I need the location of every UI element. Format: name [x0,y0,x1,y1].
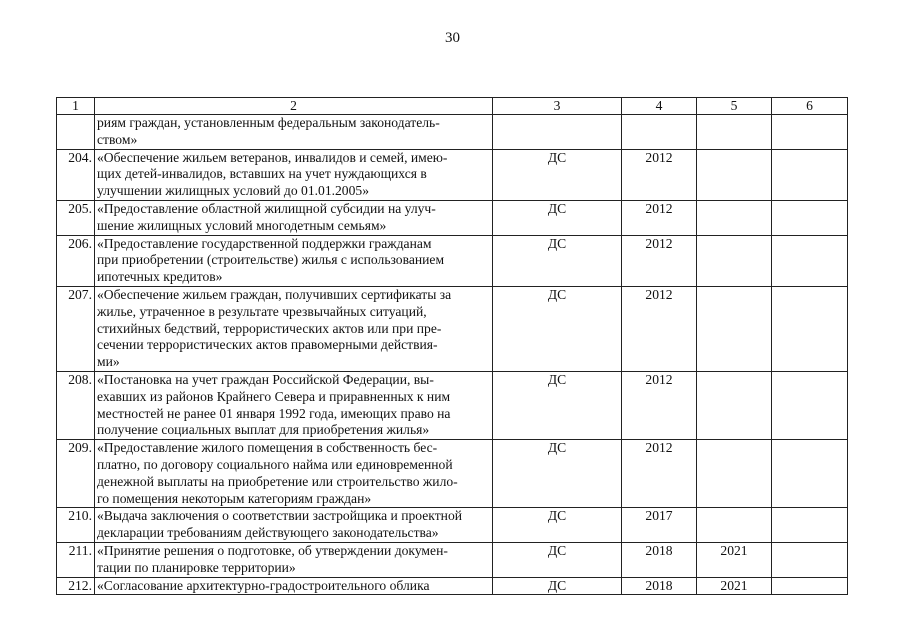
row-number: 205. [57,200,95,235]
department-code [493,115,622,150]
service-name: «Постановка на учет граждан Российской Федерации, вы- ехавших из районов Крайнего Севера и приравненных к ним местностей не ранее 01 января 1992 года, имеющих право на получение социальных выплат для приобретения жилья» [95,371,493,439]
department-code: ДС [493,508,622,543]
table-header-row [57,98,848,115]
end-year: 2021 [697,542,772,577]
end-year [697,508,772,543]
table-row [57,115,848,150]
column-header: 3 [493,98,622,115]
end-year [697,149,772,200]
row-number: 204. [57,149,95,200]
start-year: 2018 [622,542,697,577]
column-6-cell [772,577,848,595]
table-row [57,440,848,508]
column-6-cell [772,286,848,371]
row-number: 209. [57,440,95,508]
row-number [57,115,95,150]
row-number: 208. [57,371,95,439]
table-row [57,286,848,371]
start-year: 2012 [622,149,697,200]
service-name: «Согласование архитектурно-градостроительного облика [95,577,493,595]
start-year: 2018 [622,577,697,595]
start-year: 2012 [622,440,697,508]
column-header: 1 [57,98,95,115]
department-code: ДС [493,200,622,235]
service-name: «Выдача заключения о соответствии застройщика и проектной декларации требованиям действующего законодательства» [95,508,493,543]
start-year: 2017 [622,508,697,543]
table-row [57,371,848,439]
end-year: 2021 [697,577,772,595]
table-row [57,577,848,595]
end-year [697,115,772,150]
column-6-cell [772,440,848,508]
column-6-cell [772,235,848,286]
column-header: 2 [95,98,493,115]
end-year [697,200,772,235]
column-6-cell [772,508,848,543]
table-row [57,200,848,235]
department-code: ДС [493,440,622,508]
row-number: 207. [57,286,95,371]
row-number: 211. [57,542,95,577]
column-6-cell [772,115,848,150]
service-name: «Обеспечение жильем ветеранов, инвалидов и семей, имею- щих детей-инвалидов, вставших на учет нуждающихся в улучшении жилищных условий до 01.01.2005» [95,149,493,200]
column-6-cell [772,200,848,235]
department-code: ДС [493,235,622,286]
service-name: «Принятие решения о подготовке, об утверждении докумен- тации по планировке территории» [95,542,493,577]
start-year: 2012 [622,200,697,235]
table-row [57,235,848,286]
column-header: 5 [697,98,772,115]
end-year [697,440,772,508]
row-number: 206. [57,235,95,286]
column-6-cell [772,542,848,577]
table-row [57,149,848,200]
department-code: ДС [493,149,622,200]
column-header: 4 [622,98,697,115]
services-table [56,97,848,595]
department-code: ДС [493,286,622,371]
service-name: «Предоставление жилого помещения в собственность бес- платно, по договору социального найма или единовременной денежной выплаты на приобретение или строительство жило- го помещения некоторым категориям граждан» [95,440,493,508]
column-6-cell [772,371,848,439]
end-year [697,235,772,286]
department-code: ДС [493,542,622,577]
start-year: 2012 [622,286,697,371]
table-row [57,542,848,577]
end-year [697,371,772,439]
end-year [697,286,772,371]
service-name: «Предоставление областной жилищной субсидии на улуч- шение жилищных условий многодетным семьям» [95,200,493,235]
table-row [57,508,848,543]
row-number: 210. [57,508,95,543]
department-code: ДС [493,577,622,595]
department-code: ДС [493,371,622,439]
start-year: 2012 [622,371,697,439]
start-year [622,115,697,150]
start-year: 2012 [622,235,697,286]
row-number: 212. [57,577,95,595]
service-name: риям граждан, установленным федеральным законодатель- ством» [95,115,493,150]
column-header: 6 [772,98,848,115]
column-6-cell [772,149,848,200]
service-name: «Обеспечение жильем граждан, получивших сертификаты за жилье, утраченное в результате чрезвычайных ситуаций, стихийных бедствий, террористических актов или при пре- сечении террористических актов правомерными действия- ми» [95,286,493,371]
page-number: 30 [445,30,460,46]
service-name: «Предоставление государственной поддержки гражданам при приобретении (строительстве) жилья с использованием ипотечных кредитов» [95,235,493,286]
